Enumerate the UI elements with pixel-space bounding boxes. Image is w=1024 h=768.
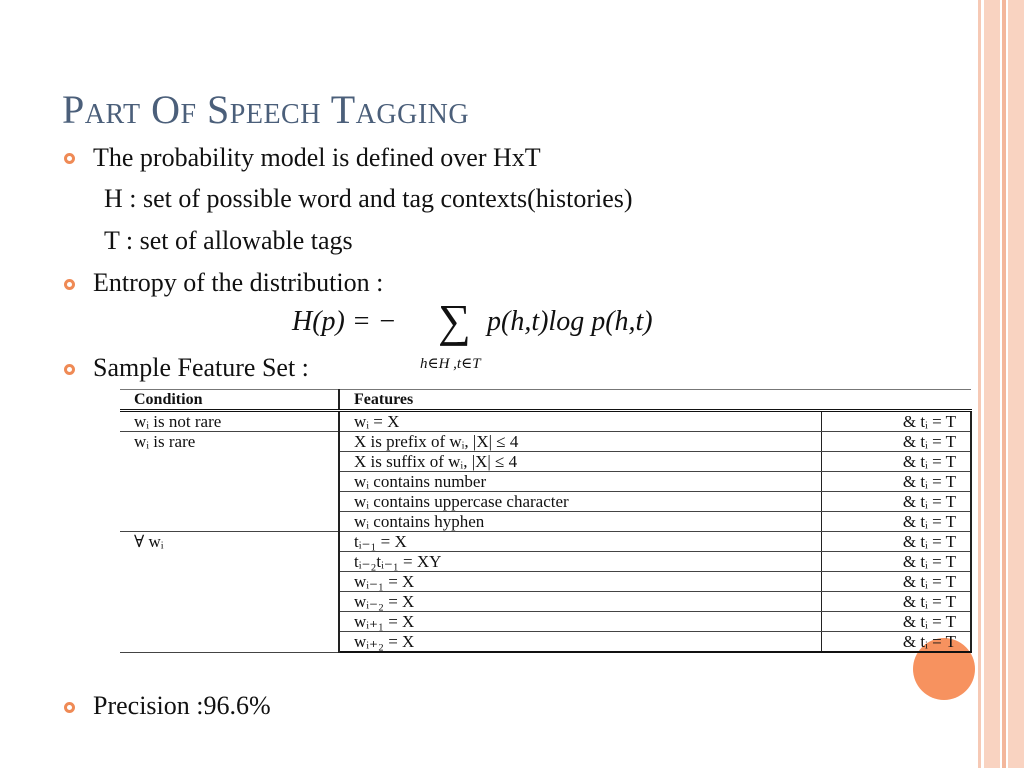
formula-subscript: h∈H ,t∈T xyxy=(420,356,481,372)
tag-cell: & tᵢ = T xyxy=(822,552,972,572)
table-row xyxy=(120,572,971,592)
feature-cell: X is suffix of wᵢ, |X| ≤ 4 xyxy=(339,452,822,472)
feature-cell: wᵢ₋₂ = X xyxy=(339,592,822,612)
table-row xyxy=(120,552,971,572)
feature-cell: wᵢ contains hyphen xyxy=(339,512,822,532)
condition-cell xyxy=(120,612,339,632)
table-header-row xyxy=(120,390,971,411)
feature-cell: wᵢ contains uppercase character xyxy=(339,492,822,512)
decor-stripe xyxy=(984,0,1000,768)
formula-rhs: p(h,t)log p(h,t) xyxy=(487,306,653,337)
tag-cell: & tᵢ = T xyxy=(822,532,972,552)
feature-cell: tᵢ₋₂tᵢ₋₁ = XY xyxy=(339,552,822,572)
condition-cell xyxy=(120,552,339,572)
tag-cell: & tᵢ = T xyxy=(822,452,972,472)
table-row xyxy=(120,632,971,653)
tag-cell: & tᵢ = T xyxy=(822,612,972,632)
bullet-text: Precision :96.6% xyxy=(93,691,271,720)
table-row xyxy=(120,512,971,532)
feature-cell: tᵢ₋₁ = X xyxy=(339,532,822,552)
condition-cell xyxy=(120,512,339,532)
tag-cell: & tᵢ = T xyxy=(822,592,972,612)
header-features: Features xyxy=(339,390,971,411)
table-row xyxy=(120,432,971,452)
feature-cell: wᵢ₊₁ = X xyxy=(339,612,822,632)
tag-cell: & tᵢ = T xyxy=(822,411,972,432)
sub-text: T : set of allowable tags xyxy=(104,226,353,255)
bullet-text: Entropy of the distribution : xyxy=(93,268,384,297)
decor-stripe xyxy=(1002,0,1006,768)
condition-cell xyxy=(120,572,339,592)
condition-cell: ∀ wᵢ xyxy=(120,532,339,552)
condition-cell xyxy=(120,492,339,512)
table-row xyxy=(120,411,971,432)
tag-cell: & tᵢ = T xyxy=(822,492,972,512)
bullet-icon xyxy=(64,153,75,164)
tag-cell: & tᵢ = T xyxy=(822,572,972,592)
header-condition: Condition xyxy=(120,390,339,411)
formula-lhs: H(p) = − xyxy=(292,306,397,337)
table-row xyxy=(120,452,971,472)
condition-cell xyxy=(120,632,339,653)
table-row xyxy=(120,612,971,632)
bullet-text: Sample Feature Set : xyxy=(93,353,309,382)
feature-table xyxy=(120,389,972,653)
sigma-symbol: ∑ xyxy=(438,295,471,346)
feature-cell: wᵢ₋₁ = X xyxy=(339,572,822,592)
sub-text: H : set of possible word and tag contexts(histories) xyxy=(104,184,633,213)
tag-cell: & tᵢ = T xyxy=(822,512,972,532)
condition-cell xyxy=(120,472,339,492)
feature-cell: X is prefix of wᵢ, |X| ≤ 4 xyxy=(339,432,822,452)
tag-cell: & tᵢ = T xyxy=(822,432,972,452)
bullet-text: The probability model is defined over HxT xyxy=(93,143,541,172)
feature-cell: wᵢ contains number xyxy=(339,472,822,492)
decor-stripe xyxy=(978,0,981,768)
table-row xyxy=(120,472,971,492)
bullet-icon xyxy=(64,364,75,375)
tag-cell: & tᵢ = T xyxy=(822,472,972,492)
table-row xyxy=(120,532,971,552)
condition-cell: wᵢ is rare xyxy=(120,432,339,452)
table-row xyxy=(120,492,971,512)
slide-title: Part Of Speech Tagging xyxy=(62,87,470,132)
feature-cell: wᵢ₊₂ = X xyxy=(339,632,822,653)
condition-cell xyxy=(120,592,339,612)
table-row xyxy=(120,592,971,612)
bullet-icon xyxy=(64,279,75,290)
entropy-formula xyxy=(292,295,732,380)
bullet-icon xyxy=(64,702,75,713)
decor-stripe xyxy=(1008,0,1024,768)
condition-cell: wᵢ is not rare xyxy=(120,411,339,432)
tag-cell: & tᵢ = T xyxy=(822,632,972,653)
condition-cell xyxy=(120,452,339,472)
feature-cell: wᵢ = X xyxy=(339,411,822,432)
